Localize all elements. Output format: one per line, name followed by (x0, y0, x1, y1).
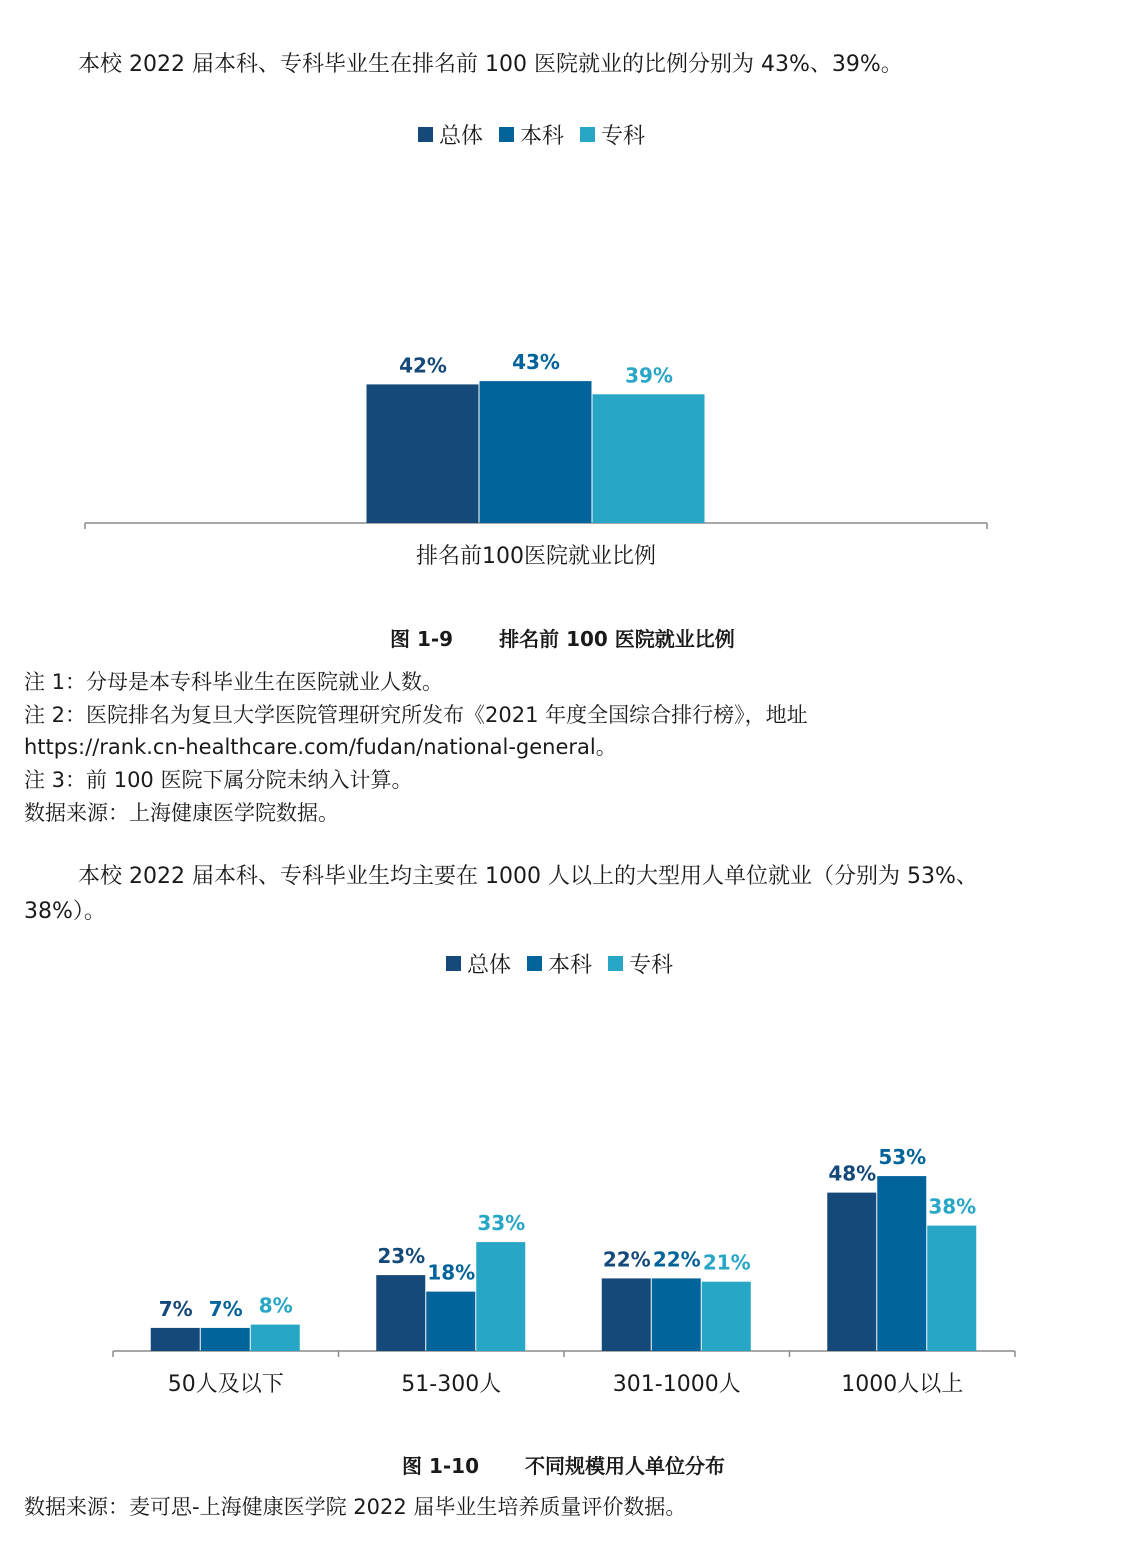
data-label-junior-college-0: 39% (625, 363, 673, 388)
data-source-1: 数据来源：上海健康医学院数据。 (24, 801, 339, 825)
legend-label-junior-college: 专科 (629, 953, 674, 978)
bar-undergrad-3 (877, 1176, 926, 1351)
figure-1-10-caption (402, 1450, 725, 1479)
category-label-2: 301-1000人 (612, 1372, 741, 1397)
intro-paragraph-2-line-1: 本校 2022 届本科、专科毕业生均主要在 1000 人以上的大型用人单位就业（分别为 53%、 (78, 864, 978, 889)
bar-overall-3 (827, 1193, 876, 1351)
legend-label-undergrad: 本科 (520, 124, 565, 149)
figure-1-9-title: 排名前 100 医院就业比例 (499, 627, 735, 651)
legend-label-overall: 总体 (467, 953, 512, 978)
category-label-0: 排名前100医院就业比例 (416, 544, 656, 569)
data-label-junior-college-2: 21% (702, 1250, 751, 1275)
data-label-undergrad-0: 7% (208, 1296, 243, 1321)
bar-overall-0 (151, 1328, 200, 1351)
legend-label-overall: 总体 (439, 124, 484, 149)
note-2: 注 2：医院排名为复旦大学医院管理研究所发布《2021 年度全国综合排行榜》，地址 (24, 703, 808, 727)
category-label-0: 50人及以下 (167, 1372, 284, 1397)
data-label-undergrad-0: 43% (512, 350, 560, 375)
intro-paragraph-2-line-2: 38%）。 (24, 899, 106, 924)
data-label-undergrad-3: 53% (878, 1145, 927, 1170)
data-label-undergrad-1: 18% (427, 1260, 476, 1285)
data-label-junior-college-0: 8% (258, 1293, 293, 1318)
note-2-url: https://rank.cn-healthcare.com/fudan/national-general。 (24, 735, 617, 759)
data-label-overall-3: 48% (828, 1161, 877, 1186)
data-label-overall-2: 22% (602, 1247, 651, 1272)
figure-1-10-number: 图 1-10 (402, 1454, 480, 1478)
note-1: 注 1：分母是本专科毕业生在医院就业人数。 (24, 670, 444, 694)
bar-undergrad-2 (652, 1278, 701, 1351)
bar-junior-college-0 (251, 1325, 300, 1351)
bar-undergrad-0 (201, 1328, 250, 1351)
legend-label-junior-college: 专科 (601, 124, 646, 149)
figure-1-9-number: 图 1-9 (390, 627, 454, 651)
legend-label-undergrad: 本科 (548, 953, 593, 978)
intro-paragraph-1: 本校 2022 届本科、专科毕业生在排名前 100 医院就业的比例分别为 43%、39%。 (78, 52, 903, 77)
bar-undergrad-1 (426, 1292, 475, 1351)
data-label-undergrad-2: 22% (652, 1247, 701, 1272)
data-label-overall-0: 7% (158, 1296, 193, 1321)
bar-junior-college-3 (927, 1226, 976, 1351)
bar-overall-1 (376, 1275, 425, 1351)
bar-overall-2 (602, 1278, 651, 1351)
data-label-overall-1: 23% (377, 1244, 426, 1269)
figure-1-10-title: 不同规模用人单位分布 (525, 1454, 726, 1478)
data-source-2: 数据来源：麦可思-上海健康医学院 2022 届毕业生培养质量评价数据。 (24, 1495, 687, 1519)
bar-junior-college-1 (476, 1242, 525, 1351)
note-3: 注 3：前 100 医院下属分院未纳入计算。 (24, 768, 413, 792)
data-label-junior-college-3: 38% (928, 1194, 977, 1219)
data-label-junior-college-1: 33% (477, 1211, 526, 1236)
category-label-3: 1000人以上 (841, 1372, 964, 1397)
category-label-1: 51-300人 (401, 1372, 502, 1397)
bar-junior-college-2 (702, 1282, 751, 1351)
data-label-overall-0: 42% (399, 353, 447, 378)
